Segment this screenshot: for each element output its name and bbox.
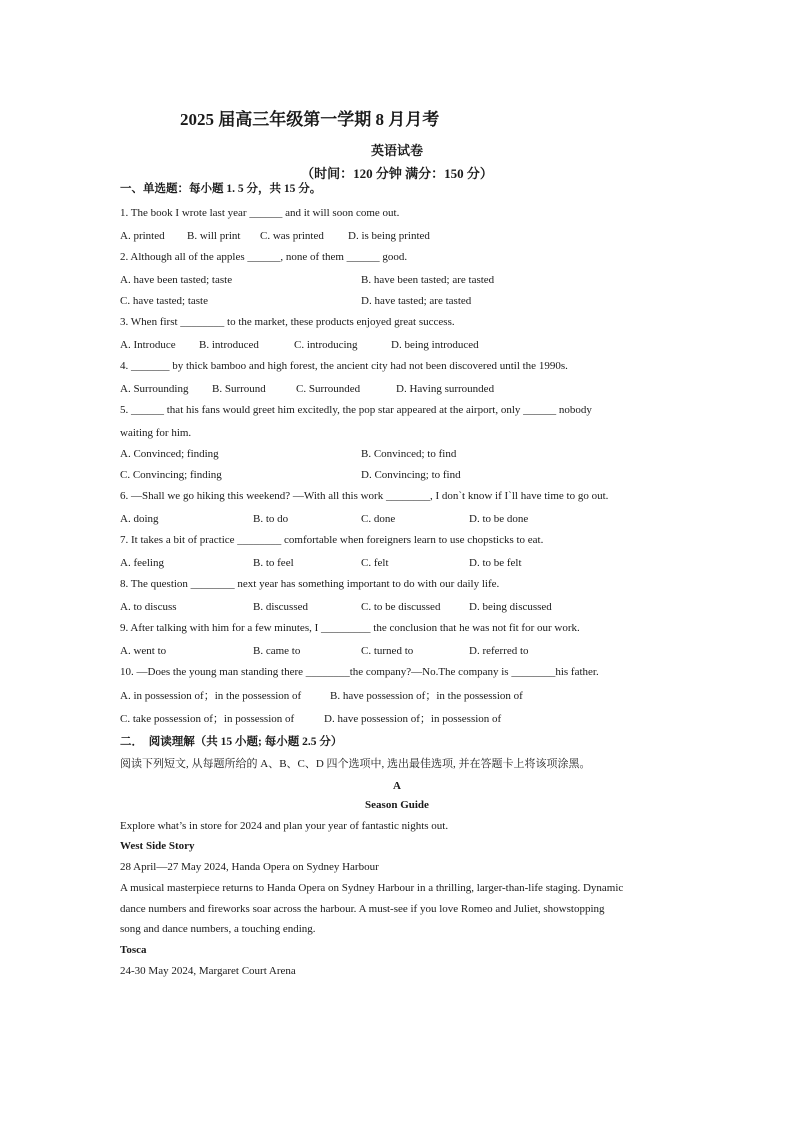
section2-instruction: 阅读下列短文, 从每题所给的 A、B、C、D 四个选项中, 选出最佳选项, 并在答题卡上将该项涂黑。 — [120, 758, 591, 770]
option-1-c: C. was printed — [260, 230, 324, 242]
option-1-b: B. will print — [187, 230, 241, 242]
option-2-a: A. have been tasted; taste — [120, 274, 233, 286]
option-10-c: C. take possession of；in possession of — [120, 713, 295, 725]
option-4-b: B. Surround — [212, 383, 266, 395]
time-info: （时间：120 分钟 满分：150 分） — [301, 166, 493, 181]
option-9-b: B. came to — [253, 645, 301, 657]
passage-intro: Explore what’s in store for 2024 and plan your year of fantastic nights out. — [120, 820, 449, 832]
option-10-d: D. have possession of；in possession of — [324, 713, 502, 725]
question-stem-8: 8. The question ________ next year has something important to do with our daily life. — [120, 578, 500, 590]
option-1-d: D. is being printed — [348, 230, 430, 242]
option-5-c: C. Convincing; finding — [120, 469, 222, 481]
option-7-d: D. to be felt — [469, 557, 522, 569]
item1-desc-line: dance numbers and fireworks soar across the harbour. A must-see if you love Romeo and Juliet, showstopping — [120, 903, 605, 915]
option-3-c: C. introducing — [294, 339, 358, 351]
item1-desc-line: A musical masterpiece returns to Handa Opera on Sydney Harbour in a thrilling, larger-than-life staging. Dynamic — [120, 882, 624, 894]
question-stem-4: 4. _______ by thick bamboo and high forest, the ancient city had not been discovered until the 1990s. — [120, 360, 568, 372]
item2-date: 24-30 May 2024, Margaret Court Arena — [120, 965, 296, 977]
question-stem-10: 10. —Does the young man standing there ________the company?—No.The company is ________his father. — [120, 666, 599, 678]
exam-title: 2025 届高三年级第一学期 8 月月考 — [180, 110, 440, 129]
question-stem-9: 9. After talking with him for a few minutes, I _________ the conclusion that he was not fit for our work. — [120, 622, 580, 634]
item2-title: Tosca — [120, 944, 147, 956]
question-stem-2: 2. Although all of the apples ______, none of them ______ good. — [120, 251, 408, 263]
item1-desc-line: song and dance numbers, a touching ending. — [120, 923, 316, 935]
option-6-a: A. doing — [120, 513, 159, 525]
option-6-b: B. to do — [253, 513, 289, 525]
subject-title: 英语试卷 — [370, 143, 423, 158]
option-10-b: B. have possession of；in the possession of — [330, 690, 523, 702]
section2-heading: 二． 阅读理解（共 15 小题; 每小题 2.5 分） — [120, 736, 343, 748]
option-7-c: C. felt — [361, 557, 389, 569]
option-2-b: B. have been tasted; are tasted — [361, 274, 495, 286]
item1-date: 28 April—27 May 2024, Handa Opera on Sydney Harbour — [120, 861, 379, 873]
option-4-a: A. Surrounding — [120, 383, 189, 395]
option-8-d: D. being discussed — [469, 601, 552, 613]
option-5-d: D. Convincing; to find — [361, 469, 461, 481]
option-7-a: A. feeling — [120, 557, 164, 569]
option-10-a: A. in possession of；in the possession of — [120, 690, 302, 702]
option-2-d: D. have tasted; are tasted — [361, 295, 472, 307]
question-stem-5: 5. ______ that his fans would greet him excitedly, the pop star appeared at the airport, only ______ nobody — [120, 404, 592, 416]
option-5-b: B. Convinced; to find — [361, 448, 457, 460]
option-8-c: C. to be discussed — [361, 601, 441, 613]
option-8-a: A. to discuss — [120, 601, 177, 613]
question-stem-3: 3. When first ________ to the market, these products enjoyed great success. — [120, 316, 455, 328]
option-4-d: D. Having surrounded — [396, 383, 495, 395]
option-9-a: A. went to — [120, 645, 167, 657]
option-3-b: B. introduced — [199, 339, 259, 351]
option-9-d: D. referred to — [469, 645, 529, 657]
option-8-b: B. discussed — [253, 601, 308, 613]
option-3-d: D. being introduced — [391, 339, 479, 351]
option-4-c: C. Surrounded — [296, 383, 361, 395]
option-7-b: B. to feel — [253, 557, 294, 569]
option-9-c: C. turned to — [361, 645, 414, 657]
question-stem-6: 6. —Shall we go hiking this weekend? —With all this work ________, I don`t know if I`ll have time to go out. — [120, 490, 609, 502]
question-stem-5-cont: waiting for him. — [120, 427, 192, 439]
option-3-a: A. Introduce — [120, 339, 176, 351]
option-2-c: C. have tasted; taste — [120, 295, 208, 307]
option-6-d: D. to be done — [469, 513, 529, 525]
option-5-a: A. Convinced; finding — [120, 448, 219, 460]
option-1-a: A. printed — [120, 230, 165, 242]
section1-heading: 一、单选题：每小题 1. 5 分，共 15 分。 — [120, 183, 322, 195]
question-stem-1: 1. The book I wrote last year ______ and it will soon come out. — [120, 207, 400, 219]
passage-title: Season Guide — [365, 799, 429, 811]
question-stem-7: 7. It takes a bit of practice ________ comfortable when foreigners learn to use chopsticks to eat. — [120, 534, 544, 546]
item1-title: West Side Story — [120, 840, 195, 852]
option-6-c: C. done — [361, 513, 396, 525]
passage-label: A — [393, 780, 401, 792]
